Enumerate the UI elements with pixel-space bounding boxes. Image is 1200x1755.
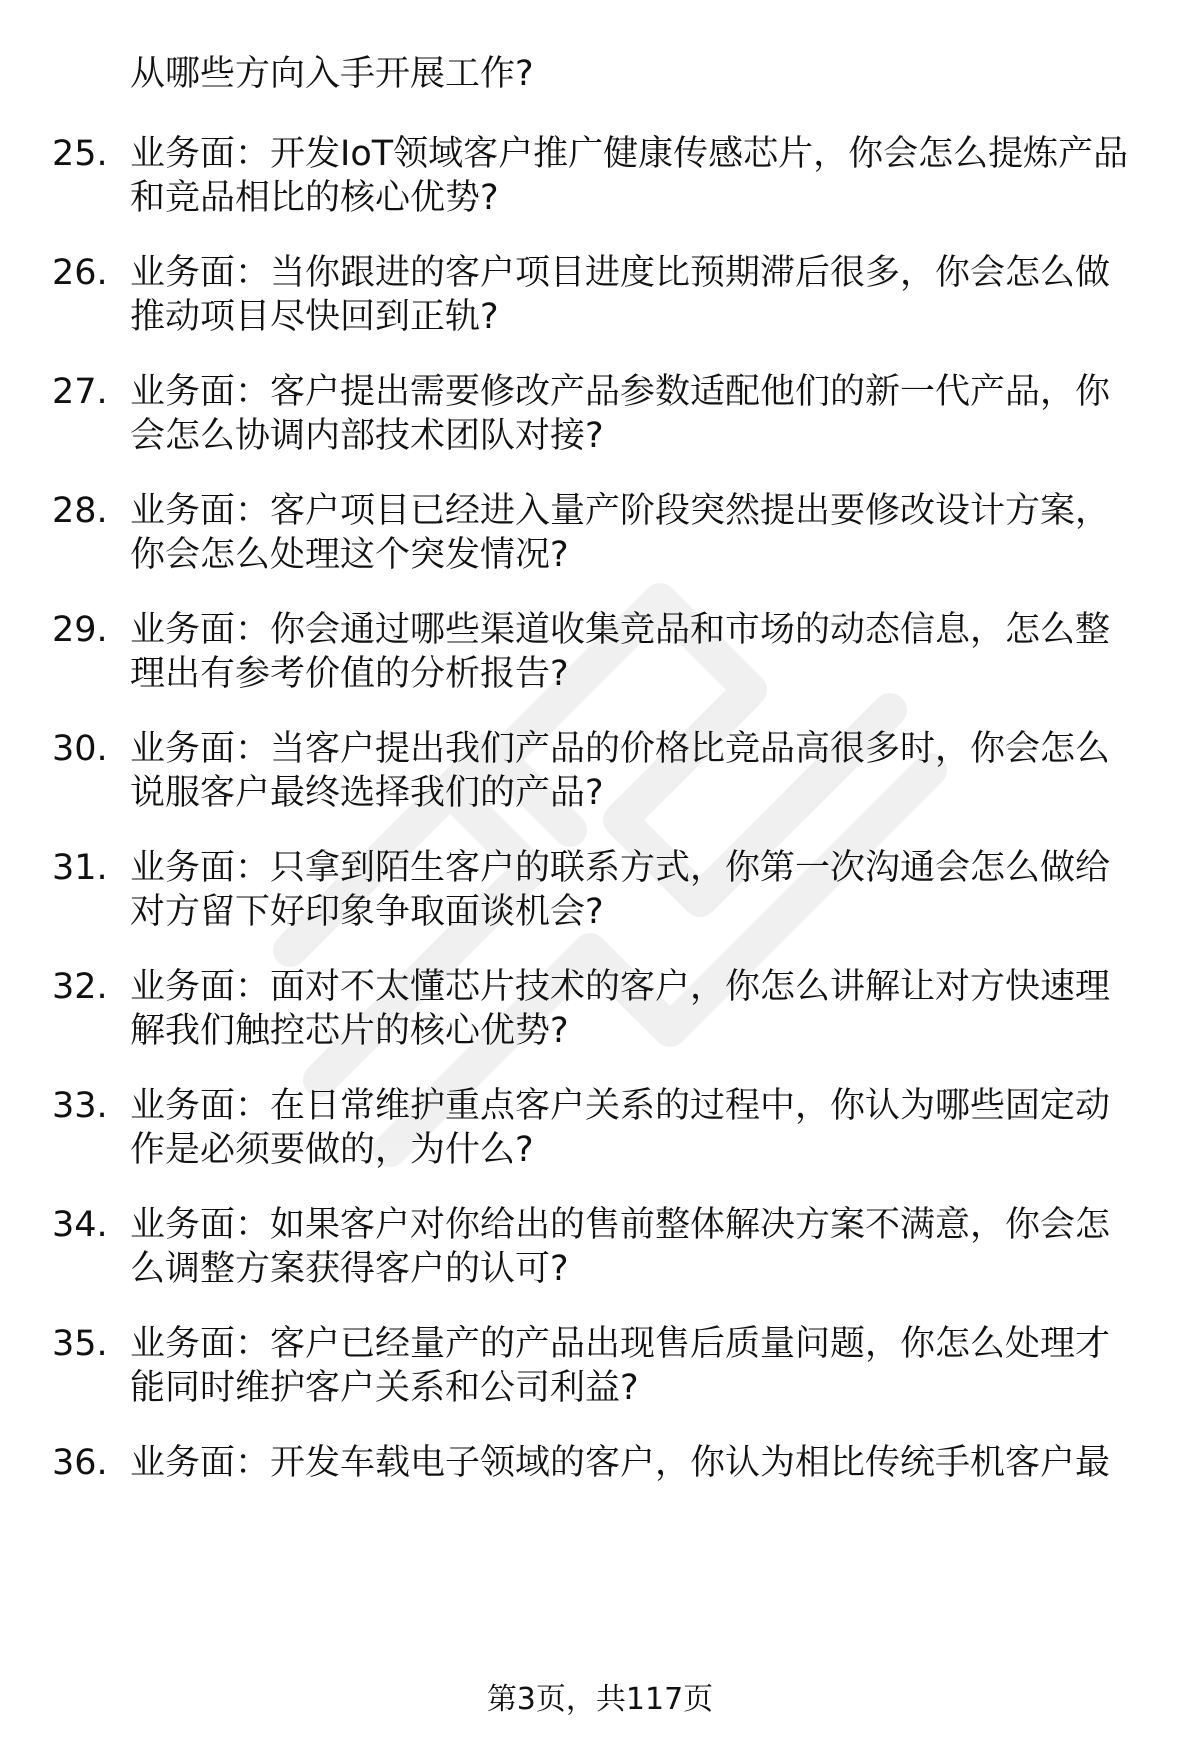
question-number: 25. (52, 134, 108, 174)
question-number: 32. (52, 967, 108, 1007)
question-number: 28. (52, 491, 108, 531)
question-number: 29. (52, 610, 108, 650)
question-line-2: 你会怎么处理这个突发情况? (130, 535, 569, 575)
question-line-2: 对方留下好印象争取面谈机会? (130, 892, 604, 932)
question-line-2: 说服客户最终选择我们的产品? (130, 773, 604, 813)
question-line-1: 业务面：客户提出需要修改产品参数适配他们的新一代产品，你 (130, 372, 1111, 412)
question-line-2: 解我们触控芯片的核心优势? (130, 1011, 569, 1051)
question-line-1: 业务面：客户项目已经进入量产阶段突然提出要修改设计方案， (130, 491, 1111, 531)
question-line-2: 推动项目尽快回到正轨? (130, 297, 499, 337)
question-line-1: 业务面：开发车载电子领域的客户，你认为相比传统手机客户最 (130, 1443, 1111, 1483)
question-line-2: 理出有参考价值的分析报告? (130, 654, 569, 694)
question-number: 30. (52, 729, 108, 769)
question-line-1: 业务面：客户已经量产的产品出现售后质量问题，你怎么处理才 (130, 1324, 1111, 1364)
question-line-1: 业务面：你会通过哪些渠道收集竞品和市场的动态信息，怎么整 (130, 610, 1111, 650)
question-line-2: 么调整方案获得客户的认可? (130, 1249, 569, 1289)
question-line-1: 业务面：在日常维护重点客户关系的过程中，你认为哪些固定动 (130, 1086, 1111, 1126)
page-footer: 第3页，共117页 (486, 1682, 714, 1717)
question-number: 27. (52, 372, 108, 412)
question-line-2: 作是必须要做的，为什么? (130, 1130, 534, 1170)
question-line-2: 会怎么协调内部技术团队对接? (130, 416, 604, 456)
intro-line: 从哪些方向入手开展工作? (130, 54, 534, 94)
question-number: 36. (52, 1443, 108, 1483)
question-line-2: 和竞品相比的核心优势? (130, 178, 499, 218)
question-line-2: 能同时维护客户关系和公司利益? (130, 1368, 639, 1408)
question-number: 35. (52, 1324, 108, 1364)
question-line-1: 业务面：开发IoT领域客户推广健康传感芯片，你会怎么提炼产品 (130, 134, 1129, 174)
question-line-1: 业务面：当你跟进的客户项目进度比预期滞后很多，你会怎么做 (130, 253, 1111, 293)
question-number: 26. (52, 253, 108, 293)
question-number: 34. (52, 1205, 108, 1245)
question-line-1: 业务面：如果客户对你给出的售前整体解决方案不满意，你会怎 (130, 1205, 1111, 1245)
question-line-1: 业务面：当客户提出我们产品的价格比竞品高很多时，你会怎么 (130, 729, 1111, 769)
question-number: 31. (52, 848, 108, 888)
question-number: 33. (52, 1086, 108, 1126)
question-line-1: 业务面：只拿到陌生客户的联系方式，你第一次沟通会怎么做给 (130, 848, 1111, 888)
question-line-1: 业务面：面对不太懂芯片技术的客户，你怎么讲解让对方快速理 (130, 967, 1111, 1007)
